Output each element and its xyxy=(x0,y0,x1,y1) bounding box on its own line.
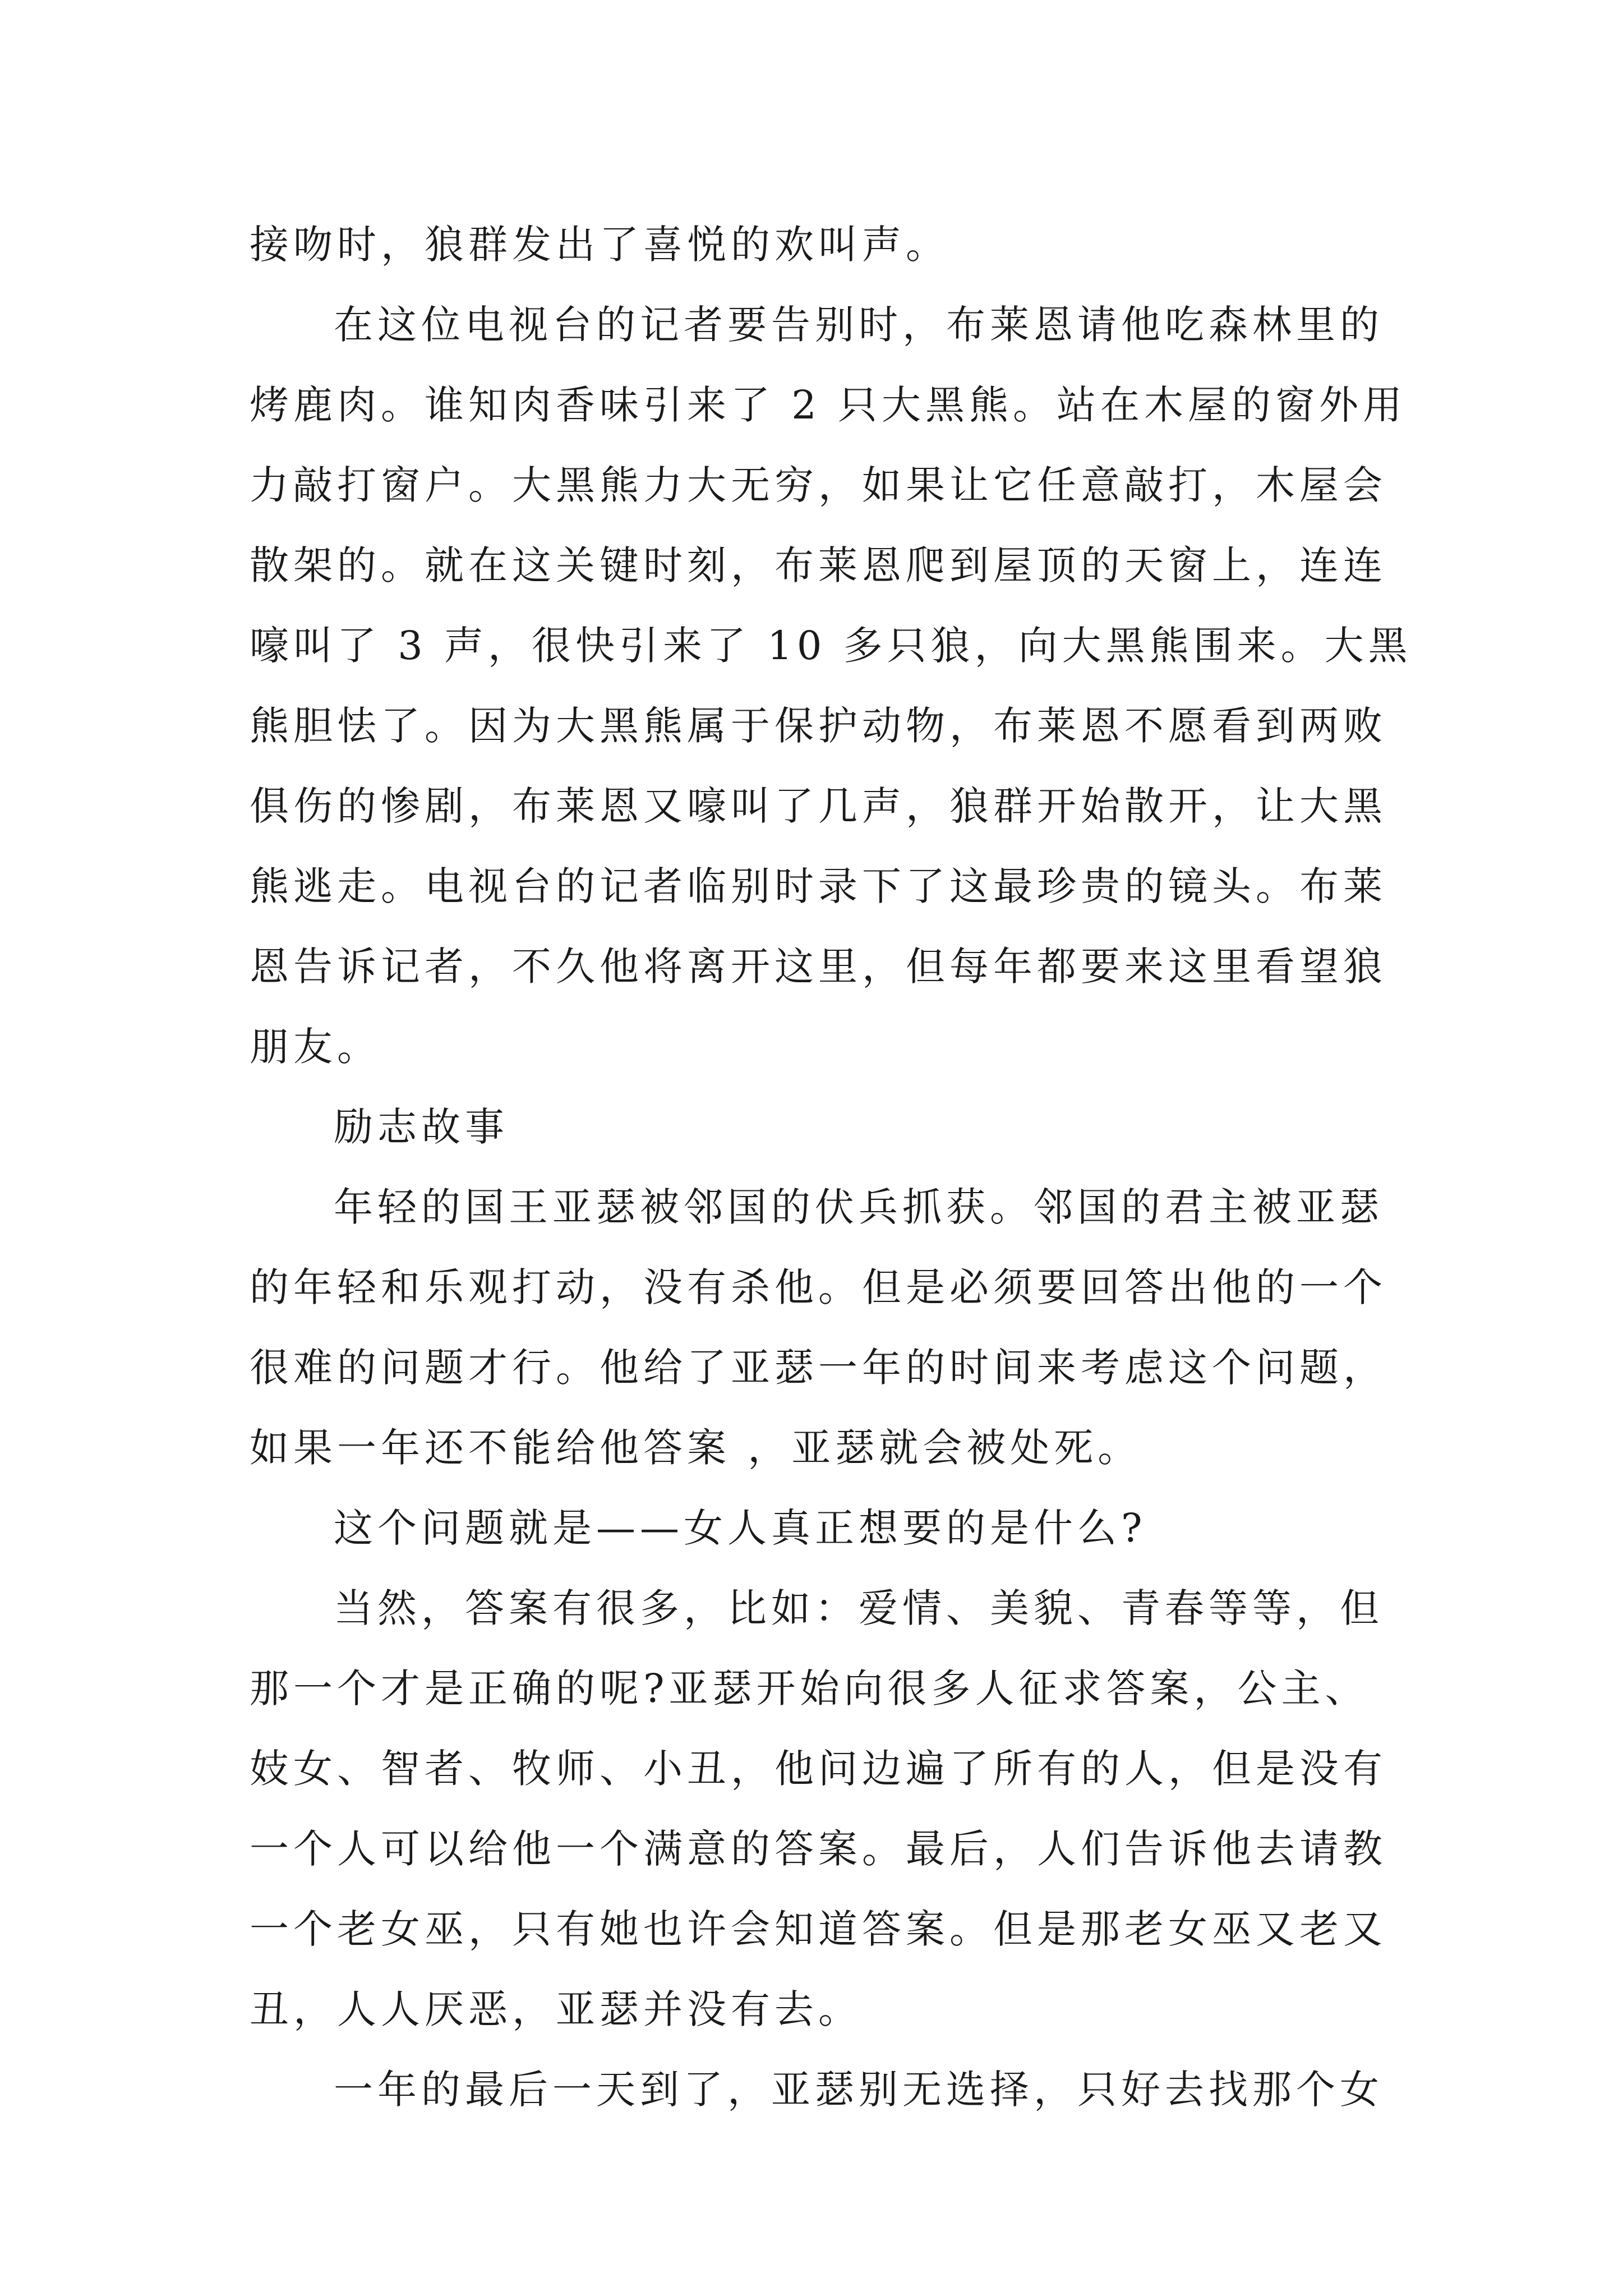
text-line: 丑，人人厌恶，亚瑟并没有去。 xyxy=(250,1986,862,2032)
text-line: 一个人可以给他一个满意的答案。最后，人们告诉他去请教 xyxy=(250,1826,1387,1872)
text-line: 俱伤的惨剧，布莱恩又嚎叫了几声，狼群开始散开，让大黑 xyxy=(250,783,1387,829)
text-line: 很难的问题才行。他给了亚瑟一年的时间来考虑这个问题， xyxy=(250,1345,1387,1391)
text-line: 这个问题就是——女人真正想要的是什么? xyxy=(334,1505,1147,1551)
text-line: 一年的最后一天到了，亚瑟别无选择，只好去找那个女 xyxy=(334,2067,1384,2113)
text-line: 如果一年还不能给他答案 ，亚瑟就会被处死。 xyxy=(250,1425,1142,1471)
text-line: 当然，答案有很多，比如：爱情、美貌、青春等等，但 xyxy=(334,1585,1384,1631)
text-line: 朋友。 xyxy=(250,1024,381,1070)
text-line: 烤鹿肉。谁知肉香味引来了 2 只大黑熊。站在木屋的窗外用 xyxy=(250,382,1407,428)
section-heading: 励志故事 xyxy=(334,1104,509,1150)
text-line: 在这位电视台的记者要告别时，布莱恩请他吃森林里的 xyxy=(334,302,1384,348)
text-line: 那一个才是正确的呢?亚瑟开始向很多人征求答案，公主、 xyxy=(250,1665,1369,1711)
text-line: 一个老女巫，只有她也许会知道答案。但是那老女巫又老又 xyxy=(250,1906,1387,1952)
text-line: 熊逃走。电视台的记者临别时录下了这最珍贵的镜头。布莱 xyxy=(250,863,1387,909)
text-line: 年轻的国王亚瑟被邻国的伏兵抓获。邻国的君主被亚瑟 xyxy=(334,1184,1384,1230)
text-line: 力敲打窗户。大黑熊力大无穷，如果让它任意敲打，木屋会 xyxy=(250,462,1387,508)
text-line: 的年轻和乐观打动，没有杀他。但是必须要回答出他的一个 xyxy=(250,1264,1387,1310)
text-line: 妓女、智者、牧师、小丑，他问边遍了所有的人，但是没有 xyxy=(250,1746,1387,1792)
body-text xyxy=(250,205,1412,2130)
text-line: 散架的。就在这关键时刻，布莱恩爬到屋顶的天窗上，连连 xyxy=(250,542,1387,588)
text-line: 嚎叫了 3 声，很快引来了 10 多只狼，向大黑熊围来。大黑 xyxy=(250,623,1412,669)
text-line: 熊胆怯了。因为大黑熊属于保护动物，布莱恩不愿看到两败 xyxy=(250,703,1387,749)
text-line: 恩告诉记者，不久他将离开这里，但每年都要来这里看望狼 xyxy=(250,944,1387,990)
text-line: 接吻时，狼群发出了喜悦的欢叫声。 xyxy=(250,222,949,268)
